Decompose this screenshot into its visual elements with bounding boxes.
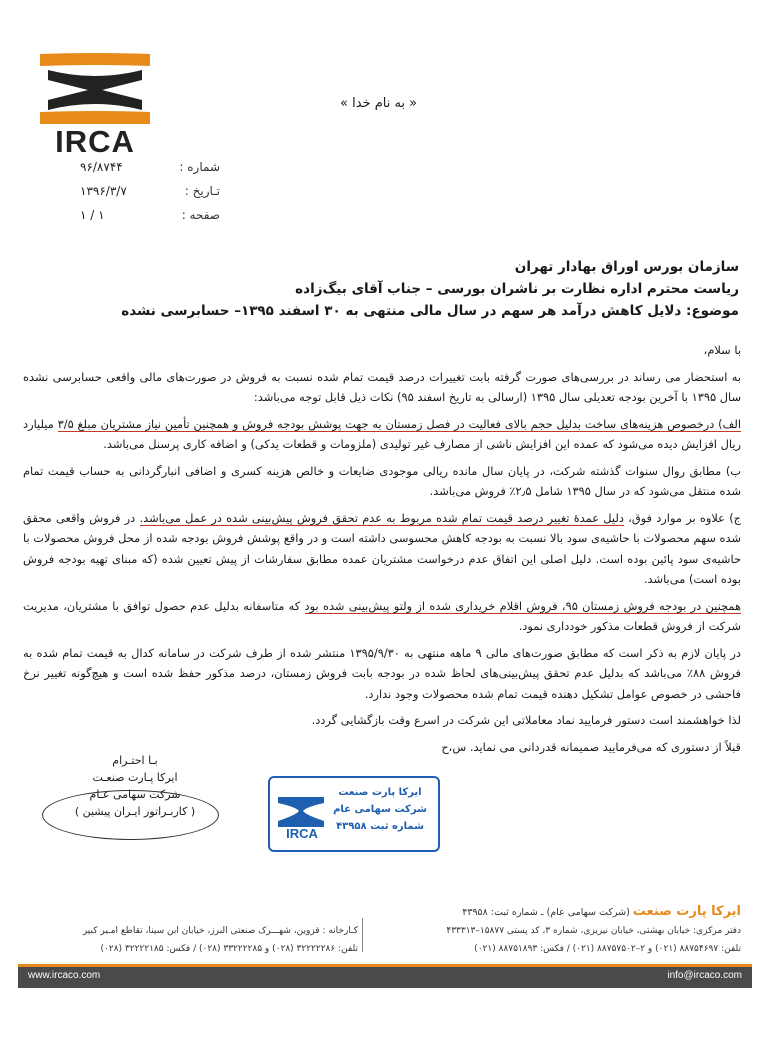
meta-page-value: ۱ / ۱: [80, 208, 105, 222]
footer-bar: [18, 964, 752, 988]
paragraph-d-underlined: همچنین در بودجه فروش زمستان ۹۵، فروش اقلام خریداری شده از ولتو پیش‌بینی شده بود: [304, 598, 741, 613]
footer-office: [341, 922, 741, 958]
footer-registration: (شرکت سهامی عام) ـ شماره ثبت: ۴۳۹۵۸: [462, 907, 633, 918]
stamp-logo-text: IRCA: [286, 826, 318, 841]
footer-factory-address: کـارخانه : قزوین، شهـــرک صنعتی البرز، خیابان ابن سینا، تقاطع امـیر کبیر: [82, 926, 358, 936]
paragraph-intro: به استحضار می رساند در بررسی‌های صورت گرفته بابت تغییرات درصد قیمت تمام شده نسبت به فروش در صورت‌های مالی واقعی حسابرسی نشده سال ۱۳۹۵ با آخرین بودجه تعدیلی سال ۱۳۹۵ (ارسالی به تاریخ اسفند ۹۵) نکات ذیل قابل توجه می‌باشد:: [23, 369, 741, 404]
letter-meta: [80, 160, 220, 232]
meta-number-label: شماره :: [179, 160, 220, 174]
footer-office-phone: تلفن: ۸۸۷۵۴۶۹۷ (۰۲۱) و ۲–۸۸۷۵۷۵۰۲ (۰۲۱) / فکس: ۸۸۷۵۱۸۹۳ (۰۲۱): [474, 944, 741, 954]
paragraph-a: [23, 414, 741, 455]
meta-date: [80, 184, 220, 208]
paragraph-c: [23, 508, 741, 590]
signature-regards: بـا احتـرام: [112, 754, 158, 767]
signature-company: ایرکا پـارت صنعـت: [92, 771, 178, 784]
paragraph-g: قبلاً از دستوری که می‌فرمایید صمیمانه قدردانی می نماید. س،ح: [441, 739, 741, 754]
stamp-company: ایرکا پارت صنعت: [338, 787, 422, 798]
letter-body: [23, 340, 741, 763]
recipient-org: سازمان بورس اوراق بهادار تهران: [514, 259, 739, 275]
signature-block: [60, 752, 210, 820]
meta-page-label: صفحه :: [181, 208, 220, 222]
meta-number-value: ۹۶/۸۷۴۴: [80, 160, 123, 174]
meta-number: [80, 160, 220, 184]
irca-logo-icon: [40, 52, 150, 124]
website-link[interactable]: www.ircaco.com: [28, 970, 101, 981]
paragraph-a-rest: میلیارد ریال افزایش دیده می‌شود که عمده این افزایش ناشی از مصارف غیر تولیدی (ملزومات و قطعات یدکی) و اضافه کاری پرسنل می‌باشد.: [23, 416, 741, 451]
greeting: با سلام،: [703, 343, 741, 357]
footer-divider: [362, 918, 363, 952]
paragraph-e: در پایان لازم به ذکر است که مطابق صورت‌های مالی ۹ ماهه منتهی به ۱۳۹۵/۹/۳۰ منتشر شده از طرف شرکت در سامانه کدال به قیمت تمام شده به فروش ۸۸٪ می‌باشد که بدلیل عدم تحقق پیش‌بینی‌های لحاظ شده در بودجه بابت فروش زمستان، درصد مذکور حفظ شده است و هیچ‌گونه تغییر نرخ فاحشی در خصوص عوامل تشکیل دهنده قیمت تمام شده محصولات وجود ندارد.: [23, 645, 741, 701]
letter-subject: موضوع: دلایل کاهش درآمد هر سهم در سال مالی منتهی به ۳۰ اسفند ۱۳۹۵– حسابرسی نشده: [121, 303, 739, 319]
footer-accent-line: [18, 964, 752, 967]
paragraph-c-underlined: دلیل عمدهٔ تغییر درصد قیمت تمام شده مربوط به عدم تحقق فروش پیش‌بینی شده در عمل می‌باشد.: [139, 510, 624, 525]
signature-company-type: شرکت سهامی عـام: [89, 788, 181, 801]
paragraph-d-rest: که متاسفانه بدلیل عدم حصول توافق با مشتریان، مدیریت شرکت از فروش قطعات مذکور خودداری نمود.: [23, 598, 741, 633]
logo-text: IRCA: [55, 124, 135, 159]
footer-factory: [28, 922, 358, 958]
stamp-registration: شماره ثبت ۴۳۹۵۸: [336, 821, 424, 832]
meta-date-label: تـاریخ :: [184, 184, 220, 198]
email-link[interactable]: info@ircaco.com: [667, 970, 742, 981]
stamp-company-type: شرکت سهامی عام: [333, 804, 427, 815]
recipient-addressee: ریاست محترم اداره نظارت بر ناشران بورسی – جناب آقای بیگ‌زاده: [295, 281, 739, 297]
signature-former-name: ( کاربـراتور ایـران پیشین ): [74, 805, 196, 818]
paragraph-c-rest: در فروش واقعی محقق شده سهم محصولات با حاشیه‌ی سود بالا نسبت به بودجه کاهش محسوسی داشته است و در واقع پوشش فروش بودجه شده از محل فروش محصولات با حاشیه‌ی سود پائین بوده است. دلیل اصلی این اتفاق عدم درخواست مشتریان عمده مطابق سفارشات از پیش تعیین شده (که مبنای تهیه بودجه فروش بوده است) می‌باشد.: [23, 510, 741, 586]
footer-office-address: دفتر مرکزی: خیابان بهشتی، خیابان نیریزی، شماره ۳، کد پستی ۱۵۸۷۷–۴۳۳۳۱۳: [446, 926, 741, 936]
footer-brand: ایرکا پارت صنعت: [632, 904, 741, 919]
company-stamp: [268, 776, 440, 852]
meta-page: [80, 208, 220, 232]
bismillah: « به نام خدا »: [340, 96, 418, 111]
paragraph-a-underlined: الف) درخصوص هزینه‌های ساخت بدلیل حجم بالای فعالیت در فصل زمستان به جهت پوشش بودجه فروش و همچنین تأمین نیاز مشتریان مبلغ ۳/۵: [57, 416, 741, 431]
paragraph-c-start: ج) علاوه بر موارد فوق،: [623, 510, 741, 525]
stamp-text: [330, 784, 430, 835]
footer-factory-phone: تلفن: ۳۲۲۲۲۲۸۶ (۰۲۸) و ۳۳۲۲۲۲۸۵ (۰۲۸) / فکس: ۳۲۲۲۲۱۸۵ (۰۲۸): [100, 944, 358, 954]
letter-header: [59, 256, 739, 322]
paragraph-d: [23, 596, 741, 637]
irca-logo: [40, 52, 150, 159]
paragraph-f: لذا خواهشمند است دستور فرمایید نماد معاملاتی این شرکت در اسرع وقت بازگشایی گردد.: [311, 713, 741, 727]
paragraph-b: ب) مطابق روال سنوات گذشته شرکت، در پایان سال مانده ریالی موجودی ضایعات و خالص هزینه کسری و اضافی انبارگردانی به حساب قیمت تمام شده منتقل می‌شود که در سال ۱۳۹۵ شامل ۲٫۵٪ فروش می‌باشد.: [23, 463, 741, 498]
footer-company: [462, 904, 741, 919]
meta-date-value: ۱۳۹۶/۳/۷: [80, 184, 127, 198]
